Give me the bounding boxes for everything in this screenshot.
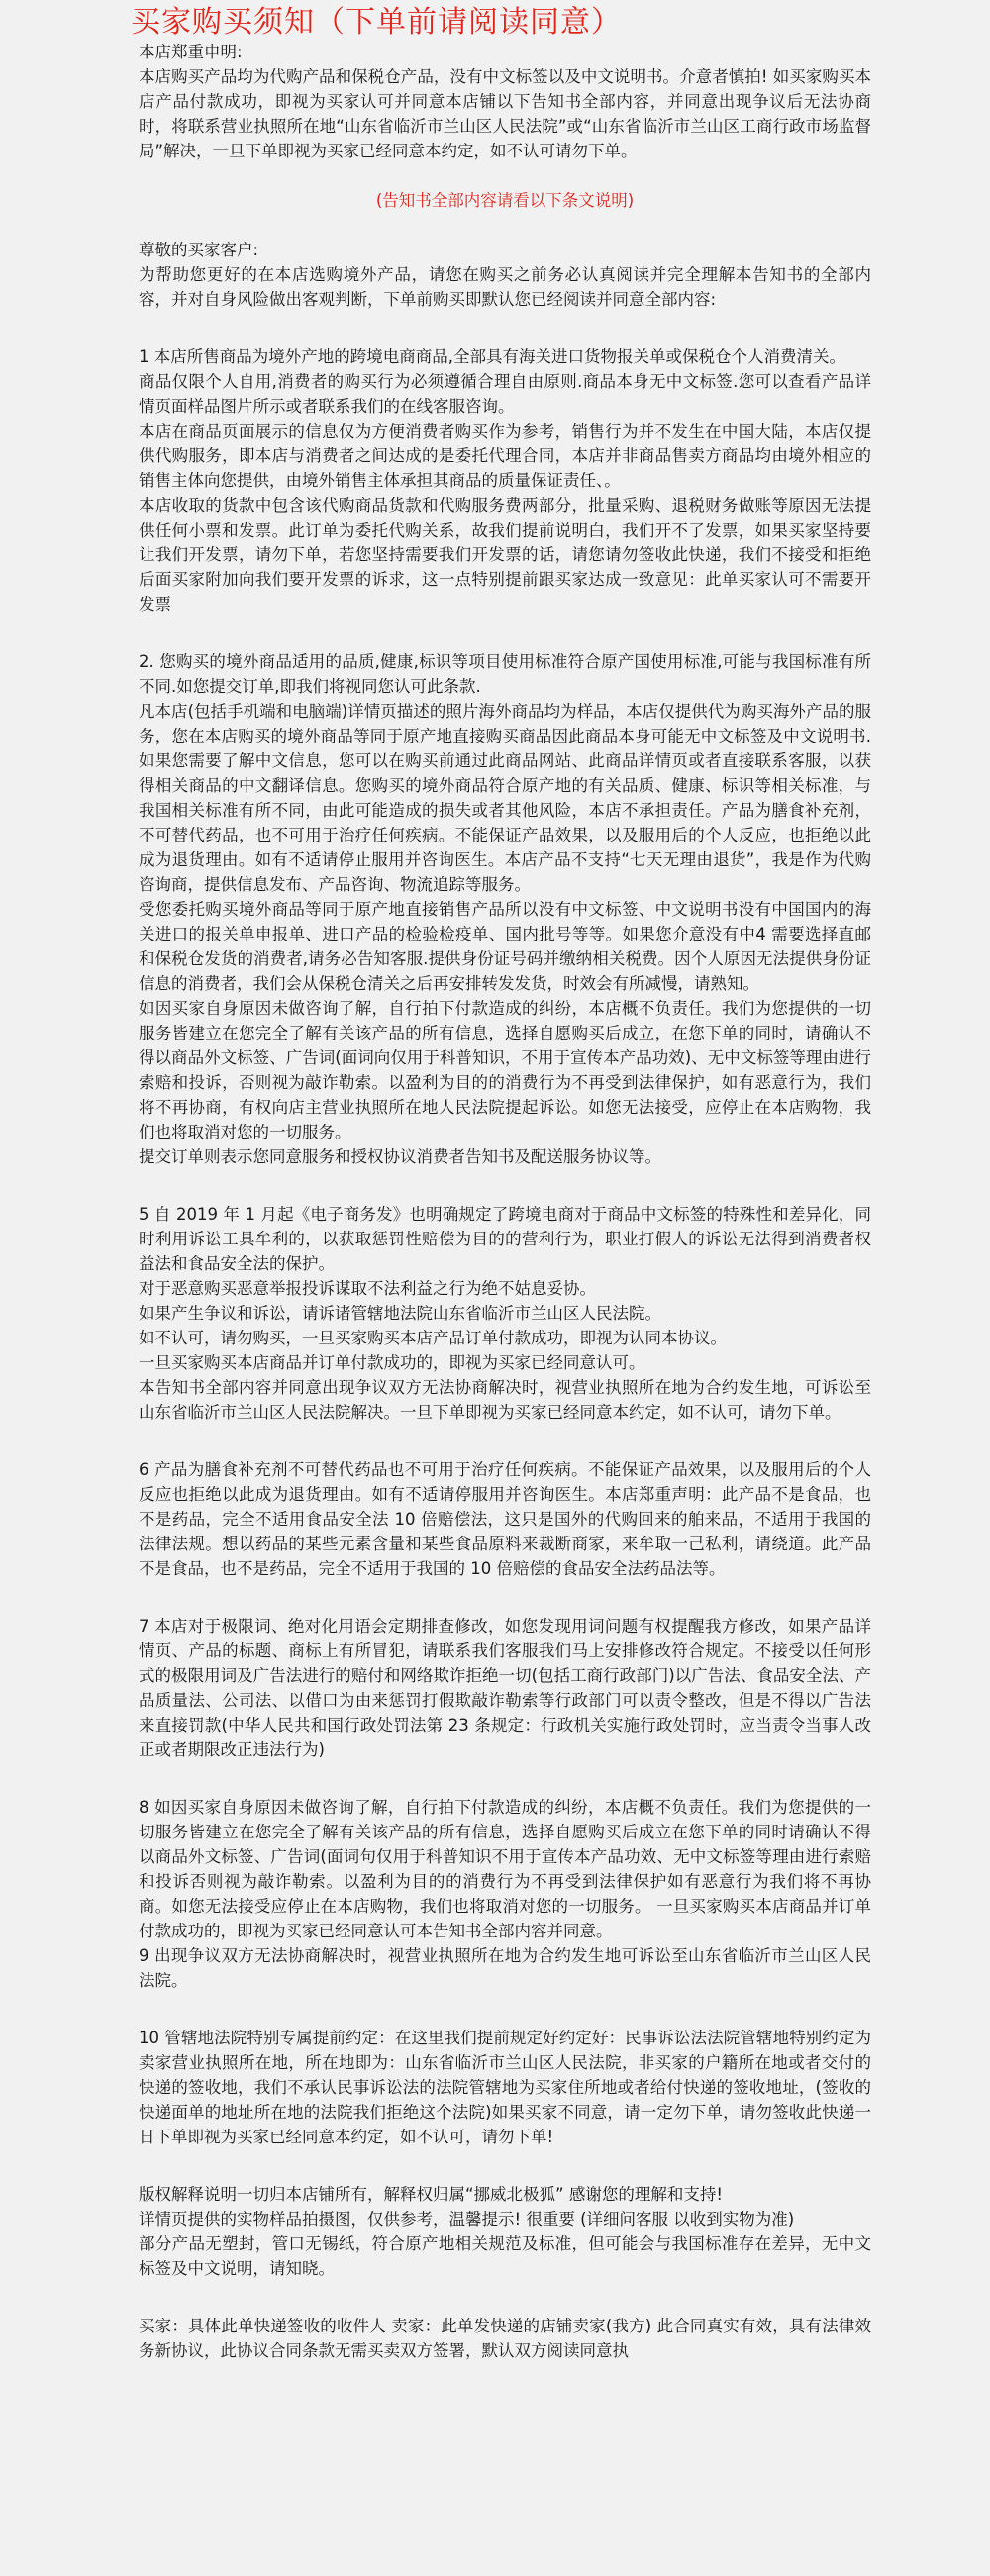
section-spacer — [139, 1169, 871, 1202]
notice-body — [139, 40, 871, 2363]
section-spacer — [139, 2149, 871, 2182]
greeting: 尊敬的买家客户: — [139, 241, 259, 259]
section-spacer — [139, 1581, 871, 1614]
section-paragraph: 买家：具体此单快递签收的收件人 卖家：此单发快递的店铺卖家(我方) 此合同真实有效，具有法律效务新协议，此协议合同条款无需买卖双方签署，默认双方阅读同意执 — [139, 2317, 871, 2360]
notice-section — [139, 1795, 871, 1993]
notice-section — [139, 1202, 871, 1425]
section-spacer — [139, 2281, 871, 2314]
section-paragraph: 本告知书全部内容并同意出现争议双方无法协商解决时，视营业执照所在地为合约发生地，可诉讼至山东省临沂市兰山区人民法院解决。一旦下单即视为买家已经同意本约定，如不认可，请勿下单。 — [139, 1378, 871, 1422]
section-paragraph: 8 如因买家自身原因未做咨询了解，自行拍下付款造成的纠纷，本店概不负责任。我们为您提供的一切服务皆建立在您完全了解有关该产品的所有信息，选择自愿购买后成立在您下单的同时请确认不得以商品外文标签、广告词(面词句仅用于科普知识不用于宣传本产品功效、无中文标签等理由进行索赔和投诉否则视为敲诈勒索。以盈利为目的的消费行为不再受到法律保护如有恶意行为我们将不再协商。如您无法接受应停止在本店购物，我们也将取消对您的一切服务。 一旦买家购买本店商品并订单付款成功的，即视为买家已经同意认可本告知书全部内容并同意。 — [139, 1798, 871, 1940]
section-spacer — [139, 312, 871, 345]
section-paragraph: 版权解释说明一切归本店铺所有，解释权归属“挪威北极狐” 感谢您的理解和支持! — [139, 2185, 723, 2204]
section-paragraph: 对于恶意购买恶意举报投诉谋取不法利益之行为绝不姑息妥协。 — [139, 1279, 596, 1298]
sections-container — [139, 312, 871, 2363]
section-paragraph: 一旦买家购买本店商品并订单付款成功的，即视为买家已经同意认可。 — [139, 1353, 645, 1372]
section-spacer — [139, 1762, 871, 1795]
section-paragraph: 凡本店(包括手机端和电脑端)详情页描述的照片海外商品均为样品，本店仅提供代为购买海外产品的服务，您在本店购买的境外商品等同于原产地直接购买商品因此商品本身可能无中文标签及中文说明书. 如果您需要了解中文信息，您可以在购买前通过此商品网站、此商品详情页或者直接联系客服，以获得相关商品的中文翻译信息。您购买的境外商品符合原产地的有关品质、健康、标识等相关标准，与我国相关标准有所不同，由此可能造成的损失或者其他风险，本店不承担责任。产品为膳食补充剂，不可替代药品，也不可用于治疗任何疾病。不能保证产品效果，以及服用后的个人反应，也拒绝以此成为退货理由。如有不适请停止服用并咨询医生。本店产品不支持“七天无理由退货”，我是作为代购咨询商，提供信息发布、产品咨询、物流追踪等服务。 — [139, 702, 871, 894]
section-paragraph: 详情页提供的实物样品拍摄图，仅供参考，温馨提示! 很重要 (详细问客服 以收到实物为准) — [139, 2210, 795, 2229]
notice-section — [139, 1614, 871, 1762]
section-paragraph: 如不认可，请勿购买，一旦买家购买本店产品订单付款成功，即视为认同本协议。 — [139, 1329, 727, 1347]
notice-section — [139, 345, 871, 617]
spacer — [139, 163, 871, 188]
section-paragraph: 5 自 2019 年 1 月起《电子商务发》也明确规定了跨境电商对于商品中文标签的特殊性和差异化，同时利用诉讼工具牟利的，以获取惩罚性赔偿为目的的营利行为，职业打假人的诉讼无法得到消费者权益法和食品安全法的保护。 — [139, 1205, 871, 1273]
title-wrap — [131, 0, 871, 40]
section-paragraph: 商品仅限个人自用,消费者的购买行为必须遵循合理自由原则.商品本身无中文标签.您可以查看产品详情页面样品图片所示或者联系我们的在线客服咨询。 — [139, 372, 871, 416]
section-paragraph: 9 出现争议双方无法协商解决时，视营业执照所在地为合约发生地可诉讼至山东省临沂市兰山区人民法院。 — [139, 1946, 871, 1990]
section-paragraph: 1 本店所售商品为境外产地的跨境电商商品,全部具有海关进口货物报关单或保税仓个人消费清关。 — [139, 347, 845, 366]
section-paragraph: 部分产品无塑封，管口无锡纸，符合原产地相关规范及标准，但可能会与我国标准存在差异，无中文标签及中文说明，请知晓。 — [139, 2234, 871, 2278]
intro-note: (告知书全部内容请看以下条文说明) — [375, 191, 635, 210]
section-spacer — [139, 1993, 871, 2026]
section-paragraph: 7 本店对于极限词、绝对化用语会定期排查修改，如您发现用词问题有权提醒我方修改，如果产品详情页、产品的标题、商标上有所冒犯，请联系我们客服我们马上安排修改符合规定。不接受以任何形式的极限用词及广告法进行的赔付和网络欺诈拒绝一切(包括工商行政部门)以广告法、食品安全法、产品质量法、公司法、以借口为由来惩罚打假欺敲诈勒索等行政部门可以责令整改，但是不得以广告法来直接罚款(中华人民共和国行政处罚法第 23 条规定：行政机关实施行政处罚时，应当责令当事人改正或者期限改正违法行为) — [139, 1617, 871, 1759]
intro-statement-label: 本店郑重申明: — [139, 43, 243, 61]
notice-section — [139, 649, 871, 1169]
section-paragraph: 本店收取的货款中包含该代购商品货款和代购服务费两部分，批量采购、退税财务做账等原因无法提供任何小票和发票。此订单为委托代购关系，故我们提前说明白，我们开不了发票，如果买家坚持要让我们开发票，请勿下单，若您坚持需要我们开发票的话，请您请勿签收此快递，我们不接受和拒绝后面买家附加向我们要开发票的诉求，这一点特别提前跟买家达成一致意见：此单买家认可不需要开发票 — [139, 496, 871, 614]
notice-section — [139, 1457, 871, 1581]
section-paragraph: 2. 您购买的境外商品适用的品质,健康,标识等项目使用标准符合原产国使用标准,可能与我国标准有所不同.如您提交订单,即我们将视同您认可此条款. — [139, 652, 871, 696]
section-paragraph: 受您委托购买境外商品等同于原产地直接销售产品所以没有中文标签、中文说明书没有中国国内的海关进口的报关单申报单、进口产品的检验检疫单、国内批号等等。如果您介意没有中4 需要选择直邮和保税仓发货的消费者,请务必告知客服.提供身份证号码并缴纳相关税费。因个人原因无法提供身份证信息的消费者，我们会从保税仓清关之后再安排转发发货，时效会有所减慢，请熟知。 — [139, 900, 871, 993]
notice-section — [139, 2314, 871, 2363]
section-paragraph: 本店在商品页面展示的信息仅为方便消费者购买作为参考，销售行为并不发生在中国大陆，本店仅提供代购服务，即本店与消费者之间达成的是委托代理合同，本店并非商品售卖方商品均由境外相应的销售主体向您提供，由境外销售主体承担其商品的质量保证责任、。 — [139, 422, 871, 490]
section-paragraph: 6 产品为膳食补充剂不可替代药品也不可用于治疗任何疾病。不能保证产品效果，以及服用后的个人反应也拒绝以此成为退货理由。如有不适请停服用并咨询医生。本店郑重声明：此产品不是食品，也不是药品，完全不适用食品安全法 10 倍赔偿法，这只是国外的代购回来的舶来品，不适用于我国的法律法规。想以药品的某些元素含量和某些食品原料来裁断商家，来牟取一己私利，请绕道。此产品不是食品，也不是药品，完全不适用于我国的 10 倍赔偿的食品安全法药品法等。 — [139, 1460, 871, 1578]
section-paragraph: 提交订单则表示您同意服务和授权协议消费者告知书及配送服务协议等。 — [139, 1147, 661, 1166]
notice-section — [139, 2182, 871, 2281]
section-paragraph: 如果产生争议和诉讼，请诉诸管辖地法院山东省临沂市兰山区人民法院。 — [139, 1304, 661, 1323]
notice-title: 买家购买须知（下单前请阅读同意） — [131, 5, 622, 40]
section-spacer — [139, 1425, 871, 1457]
intro-paragraph: 为帮助您更好的在本店选购境外产品，请您在购买之前务必认真阅读并完全理解本告知书的全部内容，并对自身风险做出客观判断，下单前购买即默认您已经阅读并同意全部内容: — [139, 265, 871, 309]
intro-statement: 本店购买产品均为代购产品和保税仓产品，没有中文标签以及中文说明书。介意者慎拍! 如买家购买本店产品付款成功，即视为买家认可并同意本店铺以下告知书全部内容，并同意出现争议后无法协商时，将联系营业执照所在地“山东省临沂市兰山区人民法院”或“山东省临沂市兰山区工商行政市场监督局”解决，一旦下单即视为买家已经同意本约定，如不认可请勿下单。 — [139, 67, 871, 160]
section-spacer — [139, 617, 871, 649]
section-paragraph: 10 管辖地法院特别专属提前约定：在这里我们提前规定好约定好：民事诉讼法法院管辖地特别约定为卖家营业执照所在地，所在地即为：山东省临沂市兰山区人民法院，非买家的户籍所在地或者交付的快递的签收地，我们不承认民事诉讼法的法院管辖地为买家住所地或者给付快递的签收地址，(签收的快递面单的地址所在地的法院我们拒绝这个法院)如果买家不同意，请一定勿下单，请勿签收此快递一日下单即视为买家已经同意本约定，如不认可，请勿下单! — [139, 2029, 871, 2146]
section-paragraph: 如因买家自身原因未做咨询了解，自行拍下付款造成的纠纷，本店概不负责任。我们为您提供的一切服务皆建立在您完全了解有关该产品的所有信息，选择自愿购买后成立，在您下单的同时，请确认不得以商品外文标签、广告词(面词向仅用于科普知识，不用于宣传本产品功效)、无中文标签等理由进行索赔和投诉，否则视为敲诈勒索。以盈利为目的的消费行为不再受到法律保护，如有恶意行为，我们将不再协商，有权向店主营业执照所在地人民法院提起诉讼。如您无法接受，应停止在本店购物，我们也将取消对您的一切服务。 — [139, 999, 871, 1141]
spacer — [139, 213, 871, 238]
notice-section — [139, 2026, 871, 2149]
